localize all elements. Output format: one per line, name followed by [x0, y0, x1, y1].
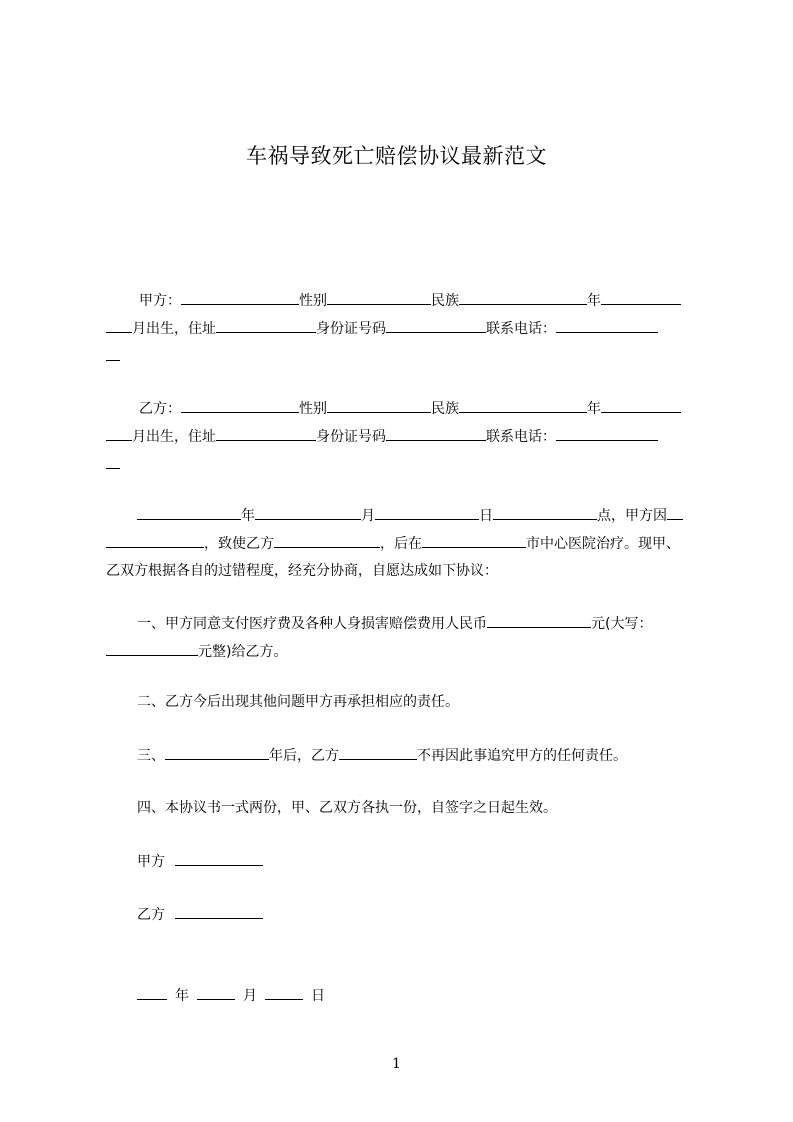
- party-b-ethnicity-blank[interactable]: [459, 398, 587, 413]
- party-a-year-label: 年: [587, 293, 601, 309]
- party-a-label: 甲方：: [139, 293, 181, 309]
- signature-year-label: 年: [175, 988, 189, 1004]
- page-title: 车祸导致死亡赔偿协议最新范文: [246, 144, 547, 168]
- party-a-id-blank[interactable]: [386, 318, 486, 333]
- party-a-name-blank[interactable]: [181, 290, 299, 305]
- clause-1-amount-blank[interactable]: [487, 613, 591, 628]
- party-b-birth-year-blank[interactable]: [601, 398, 681, 413]
- party-b-year-label: 年: [587, 401, 601, 417]
- party-b-gender-label: 性别: [299, 401, 327, 417]
- party-a-gender-label: 性别: [299, 293, 327, 309]
- party-a-phone-blank-cont[interactable]: [106, 346, 120, 361]
- incident-after-label: ，后在: [380, 536, 422, 552]
- party-b-ethnicity-label: 民族: [431, 401, 459, 417]
- signature-party-b-label: 乙方: [137, 907, 165, 923]
- clause-3-line: [137, 745, 627, 766]
- incident-cause-label: ，致使乙方: [204, 536, 274, 552]
- party-a-ethnicity-blank[interactable]: [459, 290, 587, 305]
- incident-hospital-label: 市中心医院治疗。现甲、: [526, 536, 680, 552]
- signature-party-a-label: 甲方: [137, 854, 165, 870]
- clause-3-end: 不再因此事追究甲方的任何责任。: [417, 748, 627, 764]
- incident-year-label: 年: [241, 508, 255, 524]
- party-a-birth-label: 月出生，住址: [132, 321, 216, 337]
- page-number: 1: [392, 1056, 401, 1072]
- party-a-gender-blank[interactable]: [327, 290, 431, 305]
- party-b-phone-blank-cont[interactable]: [106, 454, 120, 469]
- clause-1-line-1: [137, 613, 652, 634]
- incident-line-2: [106, 533, 680, 554]
- signature-party-a-blank[interactable]: [175, 851, 263, 866]
- party-a-ethnicity-label: 民族: [431, 293, 459, 309]
- signature-month-label: 月: [243, 988, 257, 1004]
- party-b-birth-month-blank[interactable]: [106, 426, 132, 441]
- incident-cause-blank[interactable]: [667, 505, 683, 520]
- party-a-address-blank[interactable]: [216, 318, 316, 333]
- clause-3-years-blank[interactable]: [165, 745, 269, 760]
- clause-1-end: 元整)给乙方。: [198, 644, 288, 660]
- party-a-line-1: [139, 290, 681, 311]
- party-b-label: 乙方：: [139, 401, 181, 417]
- incident-line-1: [137, 505, 683, 526]
- party-a-phone-label: 联系电话：: [486, 321, 556, 337]
- incident-closing: 乙双方根据各自的过错程度，经充分协商，自愿达成如下协议：: [106, 563, 498, 579]
- party-b-birth-label: 月出生，住址: [132, 429, 216, 445]
- party-b-line-3: [106, 454, 120, 475]
- clause-4-line: [137, 798, 557, 818]
- signature-day-blank[interactable]: [265, 985, 303, 1000]
- clause-4-text: 四、本协议书一式两份，甲、乙双方各执一份，自签字之日起生效。: [137, 800, 557, 816]
- signature-year-blank[interactable]: [137, 985, 167, 1000]
- incident-hour-blank[interactable]: [493, 505, 597, 520]
- signature-day-label: 日: [311, 988, 325, 1004]
- incident-month-blank[interactable]: [255, 505, 361, 520]
- clause-2-text: 二、乙方今后出现其他问题甲方再承担相应的责任。: [137, 694, 459, 710]
- party-a-line-3: [106, 346, 120, 367]
- signature-date: [137, 985, 325, 1006]
- clause-1-amount-label: 元(大写：: [591, 616, 653, 632]
- party-a-phone-blank[interactable]: [556, 318, 658, 333]
- signature-month-blank[interactable]: [197, 985, 235, 1000]
- party-b-address-blank[interactable]: [216, 426, 316, 441]
- party-a-line-2: [106, 318, 658, 339]
- incident-result-blank[interactable]: [274, 533, 380, 548]
- clause-1-text: 一、甲方同意支付医疗费及各种人身损害赔偿费用人民币: [137, 616, 487, 632]
- party-b-name-blank[interactable]: [181, 398, 299, 413]
- party-b-gender-blank[interactable]: [327, 398, 431, 413]
- party-b-id-blank[interactable]: [386, 426, 486, 441]
- incident-line-3: [106, 561, 498, 581]
- clause-3-prefix: 三、: [137, 748, 165, 764]
- clause-1-line-2: [106, 641, 287, 662]
- incident-hour-label: 点，甲方因: [597, 508, 667, 524]
- clause-2-line: [137, 692, 459, 712]
- incident-year-blank[interactable]: [137, 505, 241, 520]
- party-a-id-label: 身份证号码: [316, 321, 386, 337]
- party-a-birth-year-blank[interactable]: [601, 290, 681, 305]
- clause-1-capital-amount-blank[interactable]: [106, 641, 198, 656]
- clause-3-mid: 年后，乙方: [269, 748, 339, 764]
- party-b-phone-blank[interactable]: [556, 426, 658, 441]
- party-b-line-1: [139, 398, 681, 419]
- incident-cause-blank-cont[interactable]: [106, 533, 204, 548]
- incident-day-blank[interactable]: [375, 505, 479, 520]
- party-b-phone-label: 联系电话：: [486, 429, 556, 445]
- signature-party-a: [137, 851, 263, 872]
- signature-party-b-blank[interactable]: [175, 904, 263, 919]
- clause-3-party-blank[interactable]: [339, 745, 417, 760]
- incident-month-label: 月: [361, 508, 375, 524]
- party-b-line-2: [106, 426, 658, 447]
- party-b-id-label: 身份证号码: [316, 429, 386, 445]
- incident-day-label: 日: [479, 508, 493, 524]
- incident-city-blank[interactable]: [422, 533, 526, 548]
- signature-party-b: [137, 904, 263, 925]
- party-a-birth-month-blank[interactable]: [106, 318, 132, 333]
